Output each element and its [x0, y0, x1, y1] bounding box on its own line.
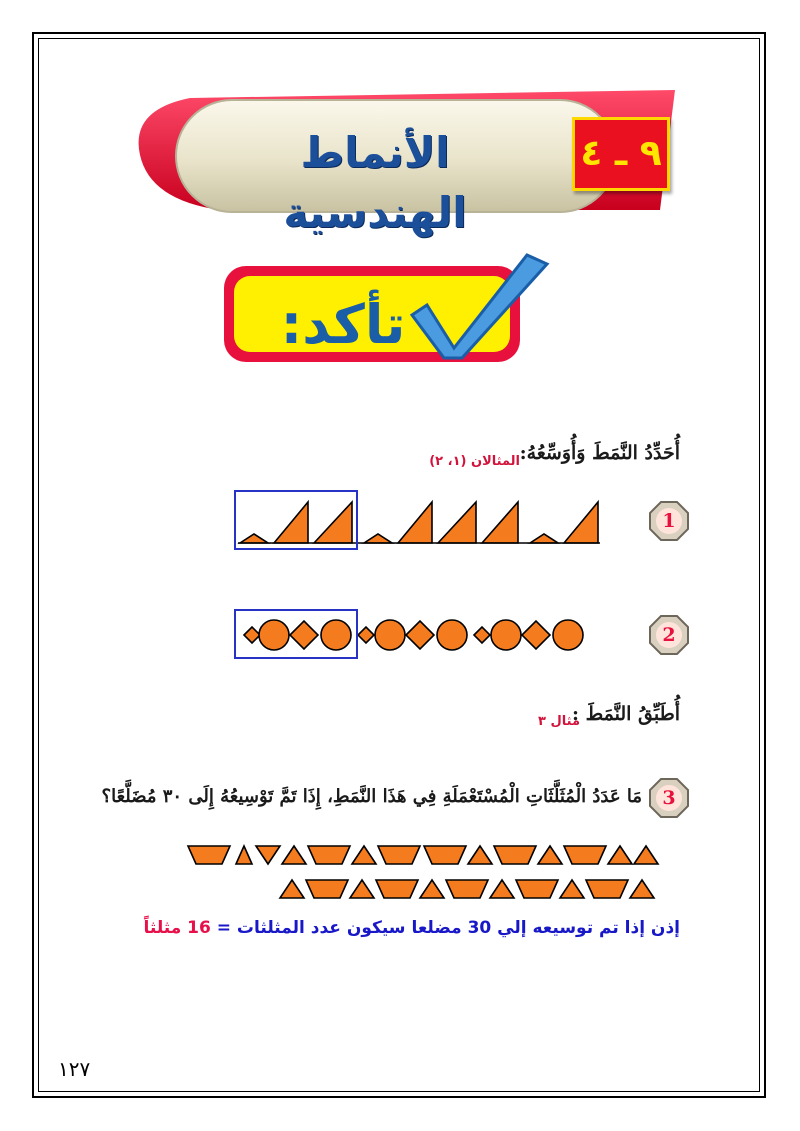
answer-text: [144, 918, 680, 938]
exercise-3-pattern: [182, 840, 672, 906]
exercise-3-number: 3: [662, 787, 676, 809]
answer-statement: إذن إذا تم توسيعه إلي 30 مضلعا سيكون عدد المثلثات =: [216, 918, 680, 938]
page-number: ١٢٧: [58, 1057, 91, 1081]
exercise-2-pattern: [228, 608, 608, 664]
exercise-1-pattern: [228, 488, 608, 552]
answer-highlight: 16 مثلثاً: [143, 918, 211, 938]
section2-instruction: أُطَبِّقُ النَّمَطَ :: [571, 703, 680, 725]
exercise-3-question: مَا عَدَدُ الْمُثَلَّثَاتِ الْمُسْتَعْمَلَةِ فِي هَذَا النَّمَطِ، إِذَا تَمَّ تَوْسِيعُهُ إِلَى ٣٠ مُضَلَّعًا؟: [101, 786, 642, 807]
section1-reference: المثالان (١، ٢): [429, 454, 520, 469]
exercise-2-number: 2: [662, 624, 676, 646]
section2-reference: مثال ٣: [538, 714, 580, 729]
section1-instruction: أُحَدِّدُ النَّمَطَ وَأُوَسِّعُهُ:: [519, 442, 680, 464]
exercise-1-number: 1: [662, 510, 676, 532]
lesson-number: ٩ ـ ٤: [580, 133, 662, 174]
lesson-title: الأنماط الهندسية: [283, 128, 467, 237]
check-label: تأكد:: [280, 293, 406, 356]
